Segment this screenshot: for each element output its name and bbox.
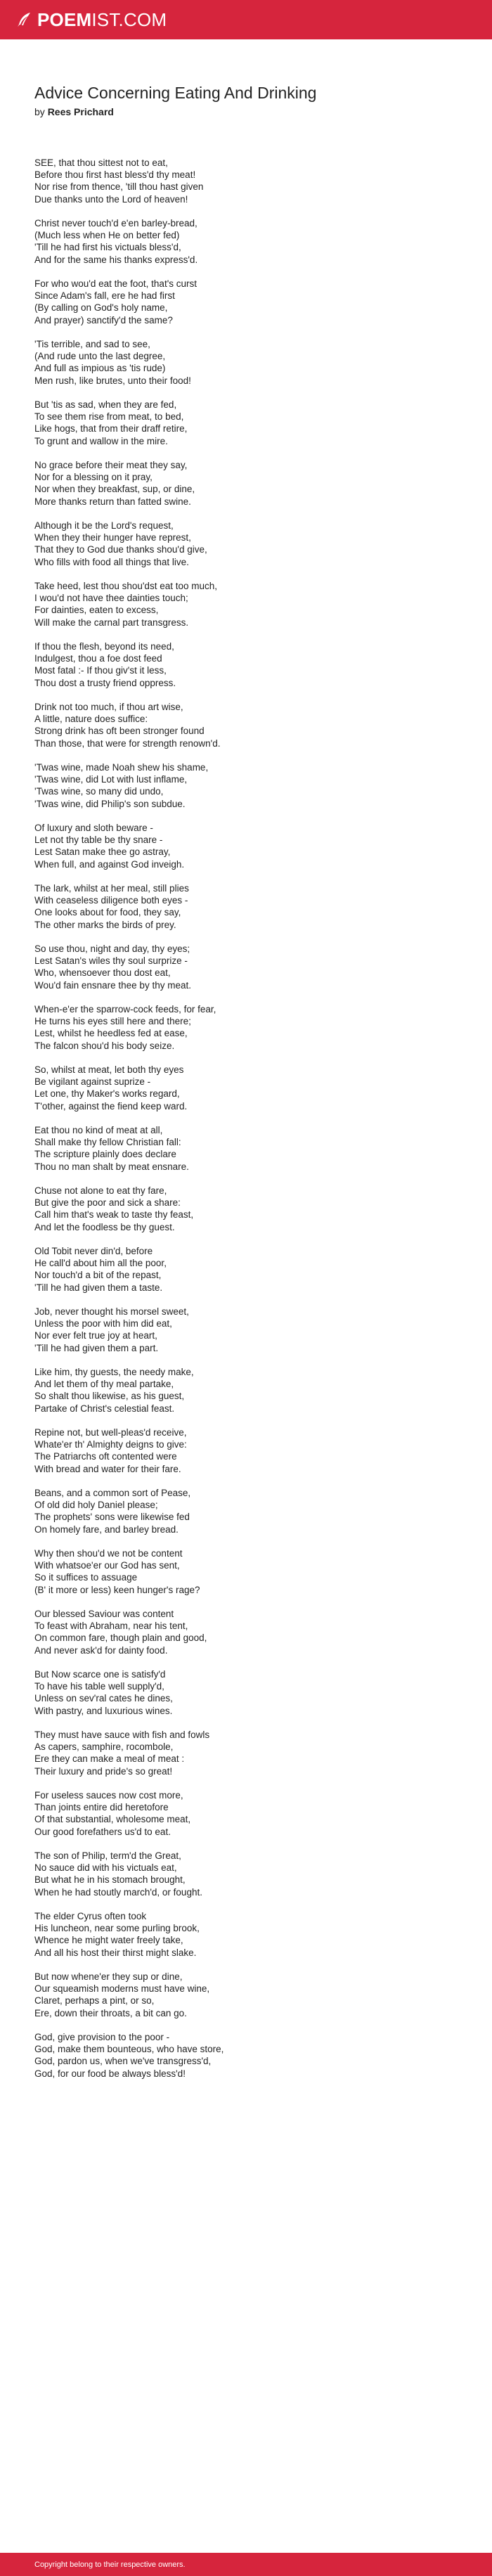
poem-line: When-e'er the sparrow-cock feeds, for fear, [34, 1004, 216, 1015]
poem-line: To see them rise from meat, to bed, [34, 411, 184, 423]
poem-line: Of that substantial, wholesome meat, [34, 1814, 191, 1825]
poem-line: Chuse not alone to eat thy fare, [34, 1185, 167, 1196]
poem-line: The elder Cyrus often took [34, 1911, 147, 1921]
poem-line: Job, never thought his morsel sweet, [34, 1306, 189, 1317]
poem-line: Repine not, but well-pleas'd receive, [34, 1427, 187, 1438]
poem-line: Our good forefathers us'd to eat. [34, 1826, 171, 1837]
poem-line: With pastry, and luxurious wines. [34, 1705, 173, 1716]
poem-line: Unless the poor with him did eat, [34, 1318, 172, 1329]
poem-line: Drink not too much, if thou art wise, [34, 702, 183, 712]
poem-stanza [34, 1064, 428, 1112]
poem-line: And let them of thy meal partake, [34, 1379, 174, 1390]
poem-stanza [34, 1427, 428, 1475]
poem-line: Due thanks unto the Lord of heaven! [34, 193, 188, 205]
poem-line: 'Twas wine, made Noah shew his shame, [34, 762, 209, 773]
poem-line: With bread and water for their fare. [34, 1463, 181, 1474]
poem-line: Partake of Christ's celestial feast. [34, 1403, 175, 1414]
poem-line: God, give provision to the poor - [34, 2032, 170, 2042]
poem-line: So shalt thou likewise, as his guest, [34, 1391, 185, 1402]
poem-line: He call'd about him all the poor, [34, 1258, 167, 1269]
poem-stanza [34, 943, 428, 991]
poem-line: (And rude unto the last degree, [34, 351, 166, 362]
poem-body [34, 157, 428, 2092]
poem-line: Lest, whilst he heedless fed at ease, [34, 1028, 188, 1039]
poem-stanza [34, 278, 428, 326]
poem-stanza [34, 520, 428, 568]
poem-stanza [34, 1729, 428, 1777]
poem-line: Since Adam's fall, ere he had first [34, 290, 175, 302]
poem-line: But Now scarce one is satisfy'd [34, 1669, 166, 1680]
poem-stanza [34, 1608, 428, 1656]
site-logo[interactable] [15, 9, 167, 30]
poem-line: 'Till he had given them a part. [34, 1342, 159, 1353]
poem-line: He turns his eyes still here and there; [34, 1016, 191, 1027]
poem-line: Who, whensoever thou dost eat, [34, 967, 171, 979]
poem-line: On homely fare, and barley bread. [34, 1524, 179, 1535]
copyright-notice: Copyright belong to their respective owners. [34, 2561, 186, 2569]
poem-title: Advice Concerning Eating And Drinking [34, 84, 317, 102]
poem-line: Claret, perhaps a pint, or so, [34, 1995, 155, 2007]
poem-line: Lest Satan's wiles thy soul surprize - [34, 955, 188, 967]
poem-line: Unless on sev'ral cates he dines, [34, 1693, 173, 1704]
poem-stanza [34, 338, 428, 387]
poem-line: Nor ever felt true joy at heart, [34, 1330, 157, 1341]
poem-stanza [34, 1245, 428, 1294]
poem-byline [34, 105, 114, 118]
poem-line: Let one, thy Maker's works regard, [34, 1088, 180, 1100]
poem-line: Before thou first hast bless'd thy meat! [34, 169, 196, 181]
poem-line: Whence he might water freely take, [34, 1935, 183, 1946]
poem-line: But what he in his stomach brought, [34, 1874, 186, 1886]
poem-line: God, pardon us, when we've transgress'd, [34, 2056, 212, 2067]
poem-line: Men rush, like brutes, unto their food! [34, 375, 191, 386]
poem-line: God, for our food be always bless'd! [34, 2068, 186, 2079]
poem-line: I wou'd not have thee dainties touch; [34, 593, 188, 604]
poem-line: Our squeamish moderns must have wine, [34, 1983, 210, 1995]
poem-line: No grace before their meat they say, [34, 460, 188, 470]
poem-line: With ceaseless diligence both eyes - [34, 895, 188, 906]
poem-line: With whatsoe'er our God has sent, [34, 1560, 180, 1571]
poem-stanza [34, 1789, 428, 1838]
poem-line: The falcon shou'd his body seize. [34, 1040, 175, 1051]
poem-line: A little, nature does suffice: [34, 714, 148, 725]
poem-line: And full as impious as 'tis rude) [34, 363, 166, 374]
poem-line: Of old did holy Daniel please; [34, 1500, 158, 1511]
poem-stanza [34, 882, 428, 931]
poem-line: For dainties, eaten to excess, [34, 605, 159, 616]
poem-line: His luncheon, near some purling brook, [34, 1923, 200, 1934]
poem-line: The other marks the birds of prey. [34, 919, 176, 930]
poem-stanza [34, 761, 428, 810]
poem-line: To feast with Abraham, near his tent, [34, 1621, 188, 1632]
poem-stanza [34, 701, 428, 749]
poem-line: One looks about for food, they say, [34, 907, 181, 918]
poem-line: (B' it more or less) keen hunger's rage? [34, 1584, 200, 1595]
poem-line: Eat thou no kind of meat at all, [34, 1125, 163, 1135]
quill-icon [15, 11, 33, 29]
poem-line: But now whene'er they sup or dine, [34, 1971, 183, 1982]
site-header [0, 0, 492, 39]
poem-line: Of luxury and sloth beware - [34, 823, 153, 833]
poem-stanza [34, 1003, 428, 1052]
poem-line: To have his table well supply'd, [34, 1681, 164, 1692]
poem-stanza [34, 1668, 428, 1717]
poem-line: Than those, that were for strength renown'd. [34, 738, 221, 749]
poem-line: Nor when they breakfast, sup, or dine, [34, 484, 195, 495]
poem-line: So, whilst at meat, let both thy eyes [34, 1064, 184, 1075]
poem-line: No sauce did with his victuals eat, [34, 1862, 177, 1874]
poem-line: 'Twas wine, did Philip's son subdue. [34, 798, 186, 809]
poem-stanza [34, 1910, 428, 1959]
poem-stanza [34, 580, 428, 629]
poem-stanza [34, 1850, 428, 1898]
author-link[interactable]: Rees Prichard [47, 106, 114, 117]
poem-line: 'Till he had first his victuals bless'd, [34, 242, 181, 253]
poem-stanza [34, 640, 428, 689]
poem-line: Strong drink has oft been stronger found [34, 726, 205, 737]
poem-line: And let the foodless be thy guest. [34, 1221, 175, 1232]
poem-line: To grunt and wallow in the mire. [34, 435, 168, 446]
poem-line: Thou no man shalt by meat ensnare. [34, 1161, 189, 1172]
poem-stanza [34, 157, 428, 205]
poem-line: 'Till he had given them a taste. [34, 1282, 163, 1293]
poem-line: Nor for a blessing on it pray, [34, 472, 153, 483]
poem-line: (By calling on God's holy name, [34, 302, 168, 314]
poem-line: Nor rise from thence, 'till thou hast given [34, 181, 204, 193]
poem-line: Ere they can make a meal of meat : [34, 1753, 185, 1765]
poem-line: Ere, down their throats, a bit can go. [34, 2007, 187, 2018]
site-footer [0, 2553, 492, 2576]
poem-line: SEE, that thou sittest not to eat, [34, 157, 168, 168]
poem-line: 'Twas wine, did Lot with lust inflame, [34, 774, 188, 785]
poem-line: Like hogs, that from their draff retire, [34, 423, 188, 434]
poem-stanza [34, 1366, 428, 1415]
poem-line: Christ never touch'd e'en barley-bread, [34, 218, 198, 228]
poem-line: Indulgest, thou a foe dost feed [34, 653, 162, 664]
poem-line: (Much less when He on better fed) [34, 230, 180, 241]
poem-line: Be vigilant against suprize - [34, 1076, 151, 1088]
poem-line: They must have sauce with fish and fowls [34, 1730, 210, 1740]
poem-line: Their luxury and pride's so great! [34, 1765, 173, 1777]
poem-line: For useless sauces now cost more, [34, 1790, 183, 1801]
poem-line: Let not thy table be thy snare - [34, 835, 163, 846]
poem-line: But 'tis as sad, when they are fed, [34, 399, 177, 410]
poem-line: So use thou, night and day, thy eyes; [34, 944, 190, 954]
poem-line: Beans, and a common sort of Pease, [34, 1488, 191, 1498]
poem-line: Wou'd fain ensnare thee by thy meat. [34, 979, 191, 991]
poem-line: If thou the flesh, beyond its need, [34, 641, 174, 652]
poem-line: The son of Philip, term'd the Great, [34, 1850, 181, 1861]
poem-line: Shall make thy fellow Christian fall: [34, 1137, 181, 1148]
poem-line: So it suffices to assuage [34, 1572, 138, 1583]
poem-line: 'Tis terrible, and sad to see, [34, 339, 150, 349]
poem-line: On common fare, though plain and good, [34, 1632, 207, 1644]
poem-stanza [34, 459, 428, 508]
poem-line: The prophets' sons were likewise fed [34, 1512, 190, 1523]
poem-stanza [34, 1971, 428, 2019]
poem-line: But give the poor and sick a share: [34, 1197, 181, 1209]
poem-line: The scripture plainly does declare [34, 1149, 176, 1160]
poem-line: When they their hunger have represt, [34, 532, 191, 543]
poem-line: More thanks return than fatted swine. [34, 496, 191, 507]
poem-stanza [34, 822, 428, 870]
poem-line: Take heed, lest thou shou'dst eat too much, [34, 581, 217, 591]
logo-wordmark: POEMIST.COM [37, 9, 167, 30]
poem-line: Lest Satan make thee go astray, [34, 846, 171, 858]
poem-line: When he had stoutly march'd, or fought. [34, 1886, 202, 1898]
poem-line: As capers, samphire, rocombole, [34, 1741, 174, 1753]
poem-line: 'Twas wine, so many did undo, [34, 786, 164, 797]
poem-line: Than joints entire did heretofore [34, 1802, 169, 1813]
poem-line: And prayer) sanctify'd the same? [34, 314, 173, 326]
poem-stanza [34, 2031, 428, 2080]
poem-line: Call him that's weak to taste thy feast, [34, 1209, 194, 1221]
poem-line: Will make the carnal part transgress. [34, 617, 189, 628]
poem-line: Most fatal :- If thou giv'st it less, [34, 665, 167, 676]
poem-line: T'other, against the fiend keep ward. [34, 1100, 188, 1112]
poem-stanza [34, 399, 428, 447]
poem-line: The Patriarchs oft contented were [34, 1451, 177, 1462]
poem-line: Why then shou'd we not be content [34, 1548, 183, 1559]
poem-line: Old Tobit never din'd, before [34, 1246, 153, 1256]
poem-line: Whate'er th' Almighty deigns to give: [34, 1439, 187, 1450]
poem-line: The lark, whilst at her meal, still plies [34, 883, 189, 894]
poem-line: Although it be the Lord's request, [34, 520, 174, 531]
poem-line: Our blessed Saviour was content [34, 1609, 174, 1619]
poem-stanza [34, 1306, 428, 1354]
poem-line: When full, and against God inveigh. [34, 858, 185, 870]
poem-line: For who wou'd eat the foot, that's curst [34, 278, 198, 289]
poem-line: Like him, thy guests, the needy make, [34, 1367, 194, 1377]
poem-stanza [34, 217, 428, 266]
poem-stanza [34, 1185, 428, 1233]
poem-line: And all his host their thirst might slake. [34, 1947, 197, 1958]
poem-stanza [34, 1124, 428, 1173]
poem-stanza [34, 1547, 428, 1596]
poem-line: And never ask'd for dainty food. [34, 1644, 168, 1656]
poem-line: Nor touch'd a bit of the repast, [34, 1270, 162, 1281]
poem-stanza [34, 1487, 428, 1535]
poem-line: God, make them bounteous, who have store, [34, 2044, 224, 2055]
poem-line: Who fills with food all things that live. [34, 556, 189, 567]
poem-line: Thou dost a trusty friend oppress. [34, 677, 176, 688]
poem-line: That they to God due thanks shou'd give, [34, 544, 207, 555]
byline-prefix: by [34, 106, 45, 117]
poem-line: And for the same his thanks express'd. [34, 254, 198, 265]
